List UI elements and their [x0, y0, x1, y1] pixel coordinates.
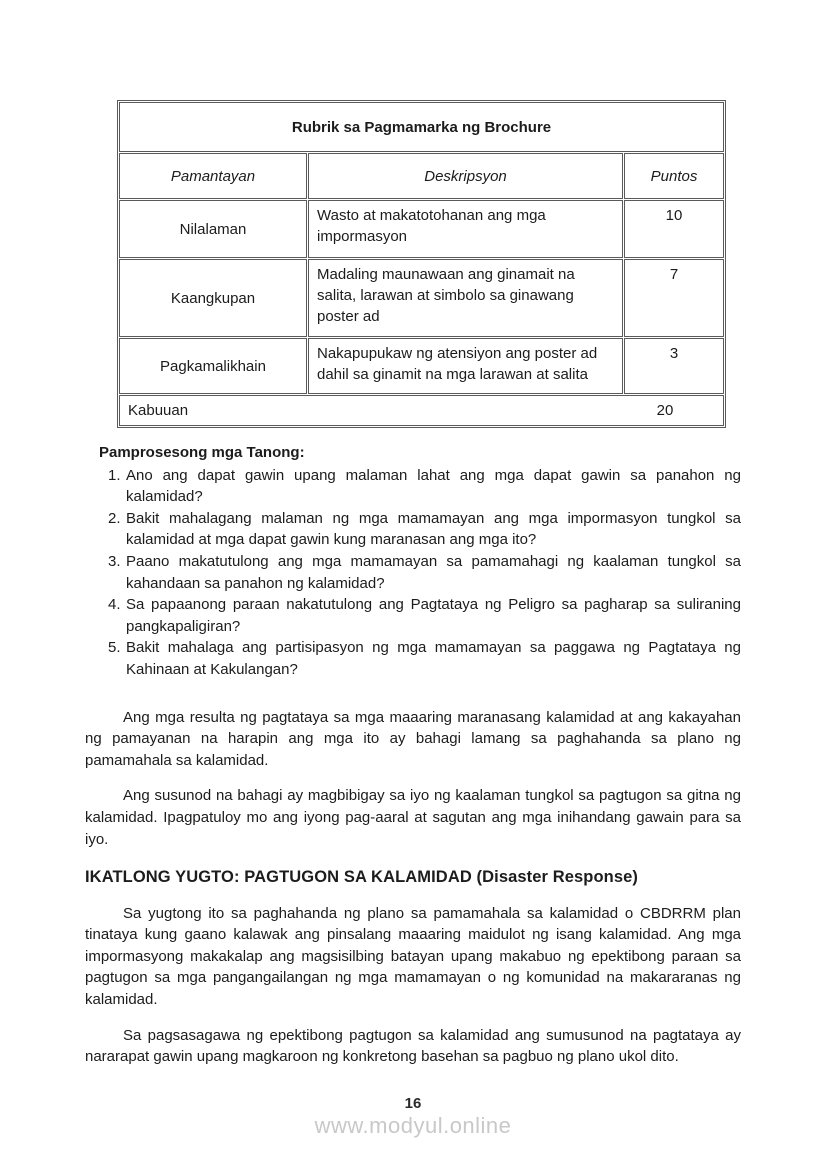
criterion-points: 3 — [624, 338, 724, 394]
criterion-name: Pagkamalikhain — [119, 338, 307, 394]
table-title: Rubrik sa Pagmamarka ng Brochure — [119, 102, 724, 152]
question-text: Sa papaanong paraan nakatutulong ang Pagtataya ng Peligro sa pagharap sa suliraning pangkapaligiran? — [126, 596, 741, 635]
table-title-row — [119, 102, 724, 152]
table-row — [119, 338, 724, 394]
column-header-deskripsyon: Deskripsyon — [308, 153, 623, 199]
question-text: Paano makatutulong ang mga mamamayan sa pamamahagi ng kaalaman tungkol sa kahandaan sa panahon ng kalamidad? — [126, 552, 741, 592]
table-total-row — [119, 395, 724, 426]
rubric-table-container — [117, 100, 724, 428]
total-points: 20 — [656, 402, 674, 419]
criterion-points: 10 — [624, 200, 724, 258]
column-header-pamantayan: Pamantayan — [119, 153, 307, 199]
table-row — [119, 259, 724, 337]
criterion-description: Madaling maunawaan ang ginamait na salita, larawan at simbolo sa ginawang poster ad — [308, 259, 623, 337]
question-text: Bakit mahalagang malaman ng mga mamamayan ang mga impormasyon tungkol sa kalamidad at mga dapat gawin kung maranasan ang mga ito? — [126, 509, 741, 549]
question-text: Ano ang dapat gawin upang malaman lahat ang mga dapat gawin sa panahon ng kalamidad? — [126, 466, 741, 506]
question-number: 2. — [108, 509, 121, 527]
questions-heading: Pamprosesong mga Tanong: — [99, 444, 305, 461]
question-item — [85, 594, 741, 637]
page-number: 16 — [404, 1095, 422, 1112]
question-item — [85, 637, 741, 680]
paragraph-next-section: Ang susunod na bahagi ay magbibigay sa iyo ng kaalaman tungkol sa pagtugon sa gitna ng kalamidad. Ipagpatuloy mo ang iyong pag-aaral at sagutan ang mga inihandang gawain para sa iyo. — [85, 787, 741, 848]
section-heading: IKATLONG YUGTO: PAGTUGON SA KALAMIDAD (Disaster Response) — [85, 868, 638, 887]
column-header-puntos: Puntos — [624, 153, 724, 199]
question-number: 4. — [108, 596, 121, 614]
paragraph-results: Ang mga resulta ng pagtataya sa mga maaaring maranasang kalamidad at ang kakayahan ng pamayanan na harapin ang mga ito ay bahagi lamang sa paghahanda sa plano ng pamamahala sa kalamidad. — [85, 708, 741, 769]
total-label: Kabuuan — [128, 402, 189, 419]
table-row — [119, 200, 724, 258]
question-item — [85, 551, 741, 594]
question-item — [85, 465, 741, 508]
paragraph-pagtataya: Sa pagsasagawa ng epektibong pagtugon sa kalamidad ang sumusunod na pagtataya ay nararapat gawin upang magkaroon ng konkretong basehan sa pagbuo ng plano ukol dito. — [85, 1026, 741, 1066]
question-number: 3. — [108, 552, 121, 570]
table-header-row — [119, 153, 724, 199]
criterion-name: Nilalaman — [119, 200, 307, 258]
question-number: 1. — [108, 466, 121, 484]
question-item — [85, 508, 741, 551]
paragraph-yugto-intro: Sa yugtong ito sa paghahanda ng plano sa pamamahala sa kalamidad o CBDRRM plan tinataya kung gaano kalawak ang pinsalang maaaring maidulot ng isang kalamidad. Ang mga impormasyong makakalap ang magsisilbing batayan upang makabuo ng epektibong paraan sa pagtugon sa mga pangangailangan ng mga mamamayan o ng komunidad na makararanas ng kalamidad. — [85, 904, 741, 1009]
criterion-description: Wasto at makatotohanan ang mga impormasyon — [308, 200, 623, 258]
question-number: 5. — [108, 639, 121, 657]
body-content — [85, 442, 741, 1068]
criterion-points: 7 — [624, 259, 724, 337]
question-text: Bakit mahalaga ang partisipasyon ng mga mamamayan sa paggawa ng Pagtataya ng Kahinaan at Kakulangan? — [126, 639, 741, 678]
criterion-name: Kaangkupan — [119, 259, 307, 337]
watermark-text: www.modyul.online — [314, 1113, 512, 1138]
criterion-description: Nakapupukaw ng atensiyon ang poster ad dahil sa ginamit na mga larawan at salita — [308, 338, 623, 394]
rubric-table — [117, 100, 726, 428]
